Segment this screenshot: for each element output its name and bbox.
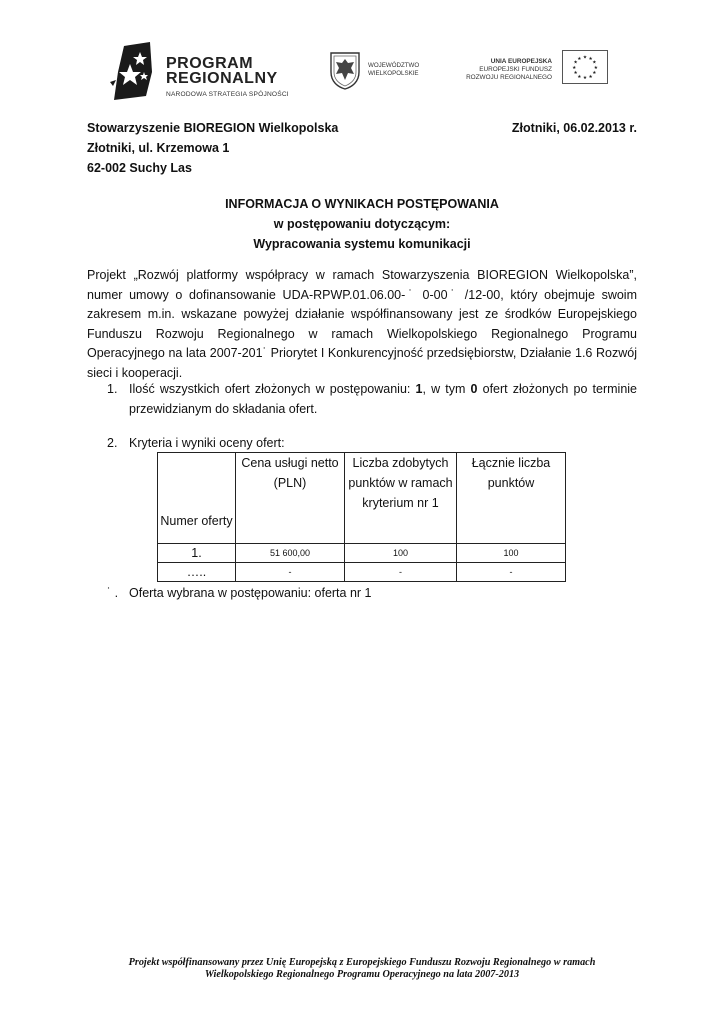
svg-text:★: ★ (588, 56, 593, 62)
svg-text:★: ★ (577, 56, 582, 62)
wojewodztwo-logo (328, 50, 438, 96)
eu-logo (458, 46, 622, 92)
list-text: Oferta wybrana w postępowaniu: oferta nr 1 (129, 586, 372, 600)
svg-text:★: ★ (593, 65, 598, 71)
svg-text:★: ★ (592, 71, 597, 77)
program-regionalny-emblem-icon (110, 42, 160, 100)
cell-total-points: - (457, 563, 566, 582)
document-date: Złotniki, 06.02.2013 r. (511, 121, 637, 135)
page-footer (60, 957, 664, 981)
svg-text:★: ★ (573, 60, 578, 66)
svg-text:★: ★ (582, 76, 588, 82)
results-table (157, 452, 566, 582)
header-net-price: Cena usługi netto (PLN) (236, 453, 345, 544)
wojewodztwo-line2: WIELKOPOLSKIE (368, 70, 419, 77)
eu-logo-line2: EUROPEJSKI FUNDUSZ (479, 66, 552, 73)
sender-block (87, 118, 338, 178)
list-number: 1. (107, 382, 118, 396)
header-criterion-points: Liczba zdobytych punktów w ramach kryterium nr 1 (345, 453, 457, 544)
sender-city: 62-002 Suchy Las (87, 161, 192, 175)
footer-line1: Projekt współfinansowany przez Unię Europejską z Europejskiego Funduszu Rozwoju Regionalnego w ramach (128, 957, 596, 968)
svg-text:★: ★ (588, 74, 593, 80)
logo-header (110, 38, 620, 106)
offers-late-count: 0 (470, 382, 478, 396)
program-regionalny-logo (110, 42, 300, 102)
header-offer-number: Numer oferty (158, 453, 236, 544)
svg-text:★: ★ (572, 65, 577, 71)
list-number: 2. (107, 436, 118, 450)
list-text: Ilość wszystkich ofert złożonych w postępowaniu: 1, w tym 0 ofert złożonych po terminie przewidzianym do składania ofert. (129, 382, 637, 416)
svg-text:★: ★ (577, 74, 582, 80)
eu-logo-line3: ROZWOJU REGIONALNEGO (466, 74, 552, 81)
cell-criterion-points: - (345, 563, 457, 582)
program-logo-line2: REGIONALNY (166, 70, 278, 87)
table-header-row (158, 453, 566, 544)
cell-criterion-points: 100 (345, 544, 457, 563)
list-number: ˙ . (107, 586, 119, 600)
heading-title: INFORMACJA O WYNIKACH POSTĘPOWANIA (225, 197, 499, 211)
header-total-points: Łącznie liczba punktów (457, 453, 566, 544)
list-text: Kryteria i wyniki oceny ofert: (129, 436, 285, 450)
footer-line2: Wielkopolskiego Regionalnego Programu Operacyjnego na lata 2007-2013 (204, 969, 520, 980)
cell-offer-number: 1. (158, 544, 236, 563)
eagle-coat-of-arms-icon (328, 50, 362, 90)
table-row (158, 544, 566, 563)
program-logo-line1: PROGRAM (166, 55, 254, 72)
cell-net-price: - (236, 563, 345, 582)
intro-paragraph: Projekt „Rozwój platformy współpracy w ramach Stowarzyszenia BIOREGION Wielkopolska”, numer umowy o dofinansowanie UDA-RPWP.01.06.00-˙ 0-00˙ /12-00, który obejmuje swoim zakresem m.in. wskazane powyżej działanie współfinansowany jest ze środków Europejskiego Funduszu Rozwoju Regionalnego w ramach Wielkopolskiego Regionalnego Programu Operacyjnego na lata 2007-201˙ Priorytet I Konkurencyjność przedsiębiorstw, Działanie 1.6 Rozwój sieci i kooperacji. (87, 268, 637, 380)
cell-net-price: 51 600,00 (236, 544, 345, 563)
cell-total-points: 100 (457, 544, 566, 563)
cell-offer-number: ….. (158, 563, 236, 582)
sender-address: Złotniki, ul. Krzemowa 1 (87, 141, 230, 155)
document-heading (87, 194, 637, 254)
heading-subject: Wypracowania systemu komunikacji (253, 237, 471, 251)
heading-subtitle: w postępowaniu dotyczącym: (273, 217, 451, 231)
program-logo-subtitle: NARODOWA STRATEGIA SPÓJNOŚCI (166, 91, 289, 98)
wojewodztwo-line1: WOJEWÓDZTWO (368, 62, 420, 69)
offers-total-count: 1 (415, 382, 423, 396)
eu-flag-icon (562, 50, 608, 84)
svg-text:★: ★ (582, 55, 588, 61)
sender-name: Stowarzyszenie BIOREGION Wielkopolska (87, 121, 339, 135)
table-row (158, 563, 566, 582)
eu-logo-line1: UNIA EUROPEJSKA (490, 58, 552, 65)
svg-text:★: ★ (573, 71, 578, 77)
svg-text:★: ★ (592, 60, 597, 66)
